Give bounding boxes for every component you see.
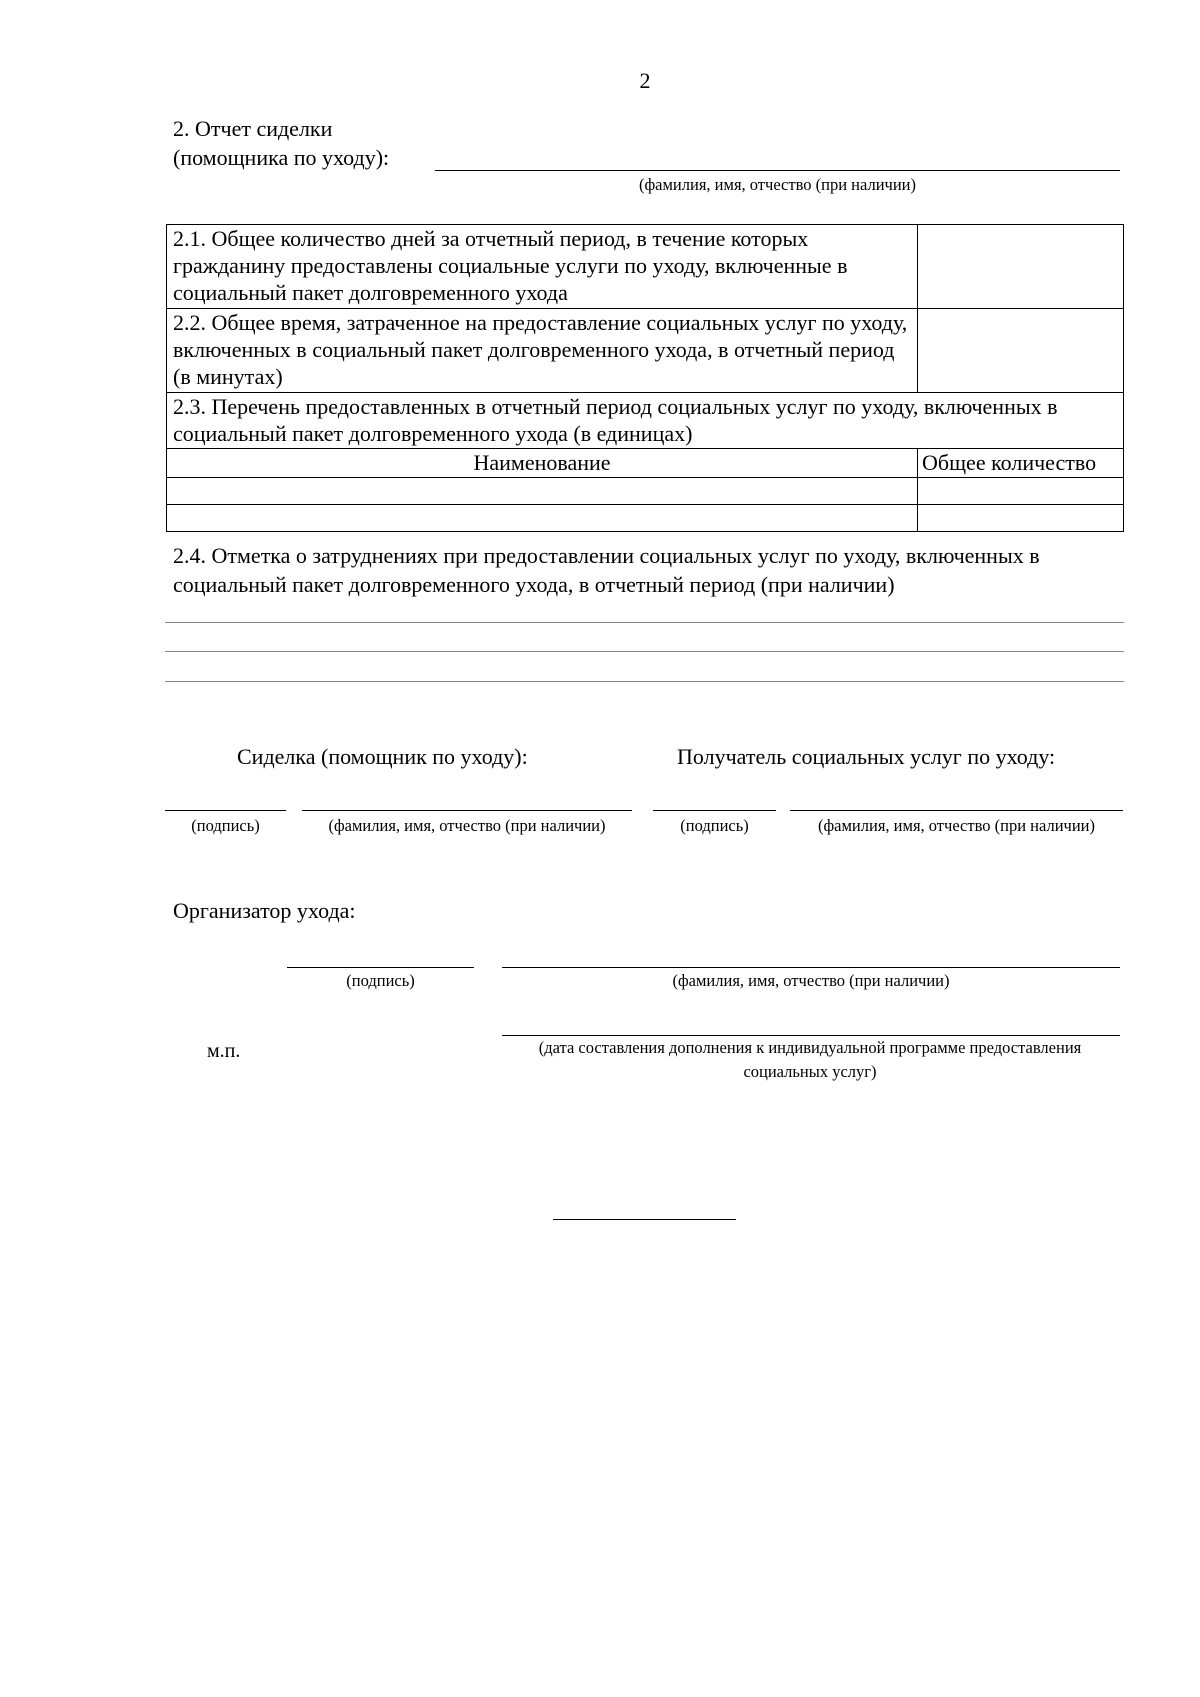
answer-line [165,622,1124,623]
caregiver-name-hint: (фамилия, имя, отчество (при наличии) [328,816,606,835]
report-table [166,224,1124,532]
date-hint: (дата составления дополнения к индивидуальной программе предоставления социальных услуг) [538,1038,1082,1081]
recipient-name-line [790,810,1123,811]
caregiver-name-line [302,810,632,811]
organizer-title: Организатор ухода: [173,898,356,923]
row-2-1-label: 2.1. Общее количество дней за отчетный период, в течение которых гражданину предоставлены социальные услуги по уходу, включенные в социальный пакет долговременного ухода [167,225,918,309]
row-2-2-label: 2.2. Общее время, затраченное на предоставление социальных услуг по уходу, включенных в социальный пакет долговременного ухода, в отчетный период (в минутах) [167,309,918,393]
answer-line [165,651,1124,652]
caregiver-signature-title: Сиделка (помощник по уходу): [237,744,528,769]
recipient-name-hint: (фамилия, имя, отчество (при наличии) [817,816,1095,835]
table-cell [167,478,918,505]
table-header-row [167,449,1124,478]
row-2-1-value [918,225,1124,309]
row-2-3-label: 2.3. Перечень предоставленных в отчетный период социальных услуг по уходу, включенных в социальный пакет долговременного ухода (в единицах) [167,393,1124,449]
organizer-name-line [502,967,1120,968]
caregiver-name-hint: (фамилия, имя, отчество (при наличии) [638,175,916,194]
column-header-quantity: Общее количество [918,449,1124,478]
recipient-signature-title: Получатель социальных услуг по уходу: [677,744,1056,769]
answer-line [165,681,1124,682]
section-subtitle: (помощника по уходу): [173,145,390,170]
organizer-name-hint: (фамилия, имя, отчество (при наличии) [672,971,950,990]
table-row [167,309,1124,393]
caregiver-name-line [435,170,1120,171]
section-title: 2. Отчет сиделки [173,116,333,141]
difficulties-label: 2.4. Отметка о затруднениях при предоставлении социальных услуг по уходу, включенных в социальный пакет долговременного ухода, в отчетный период (при наличии) [173,543,1040,597]
organizer-signature-hint: (подпись) [346,971,415,990]
page-number: 2 [639,68,651,93]
recipient-signature-hint: (подпись) [680,816,749,835]
recipient-signature-line [653,810,776,811]
caregiver-signature-line [165,810,286,811]
organizer-signature-line [287,967,474,968]
column-header-name: Наименование [167,449,918,478]
stamp-placeholder: м.п. [207,1040,241,1062]
table-row [167,505,1124,532]
table-cell [918,505,1124,532]
end-separator [553,1219,736,1220]
table-cell [167,505,918,532]
caregiver-signature-hint: (подпись) [191,816,260,835]
row-2-2-value [918,309,1124,393]
table-row [167,478,1124,505]
table-row [167,393,1124,449]
table-cell [918,478,1124,505]
table-row [167,225,1124,309]
